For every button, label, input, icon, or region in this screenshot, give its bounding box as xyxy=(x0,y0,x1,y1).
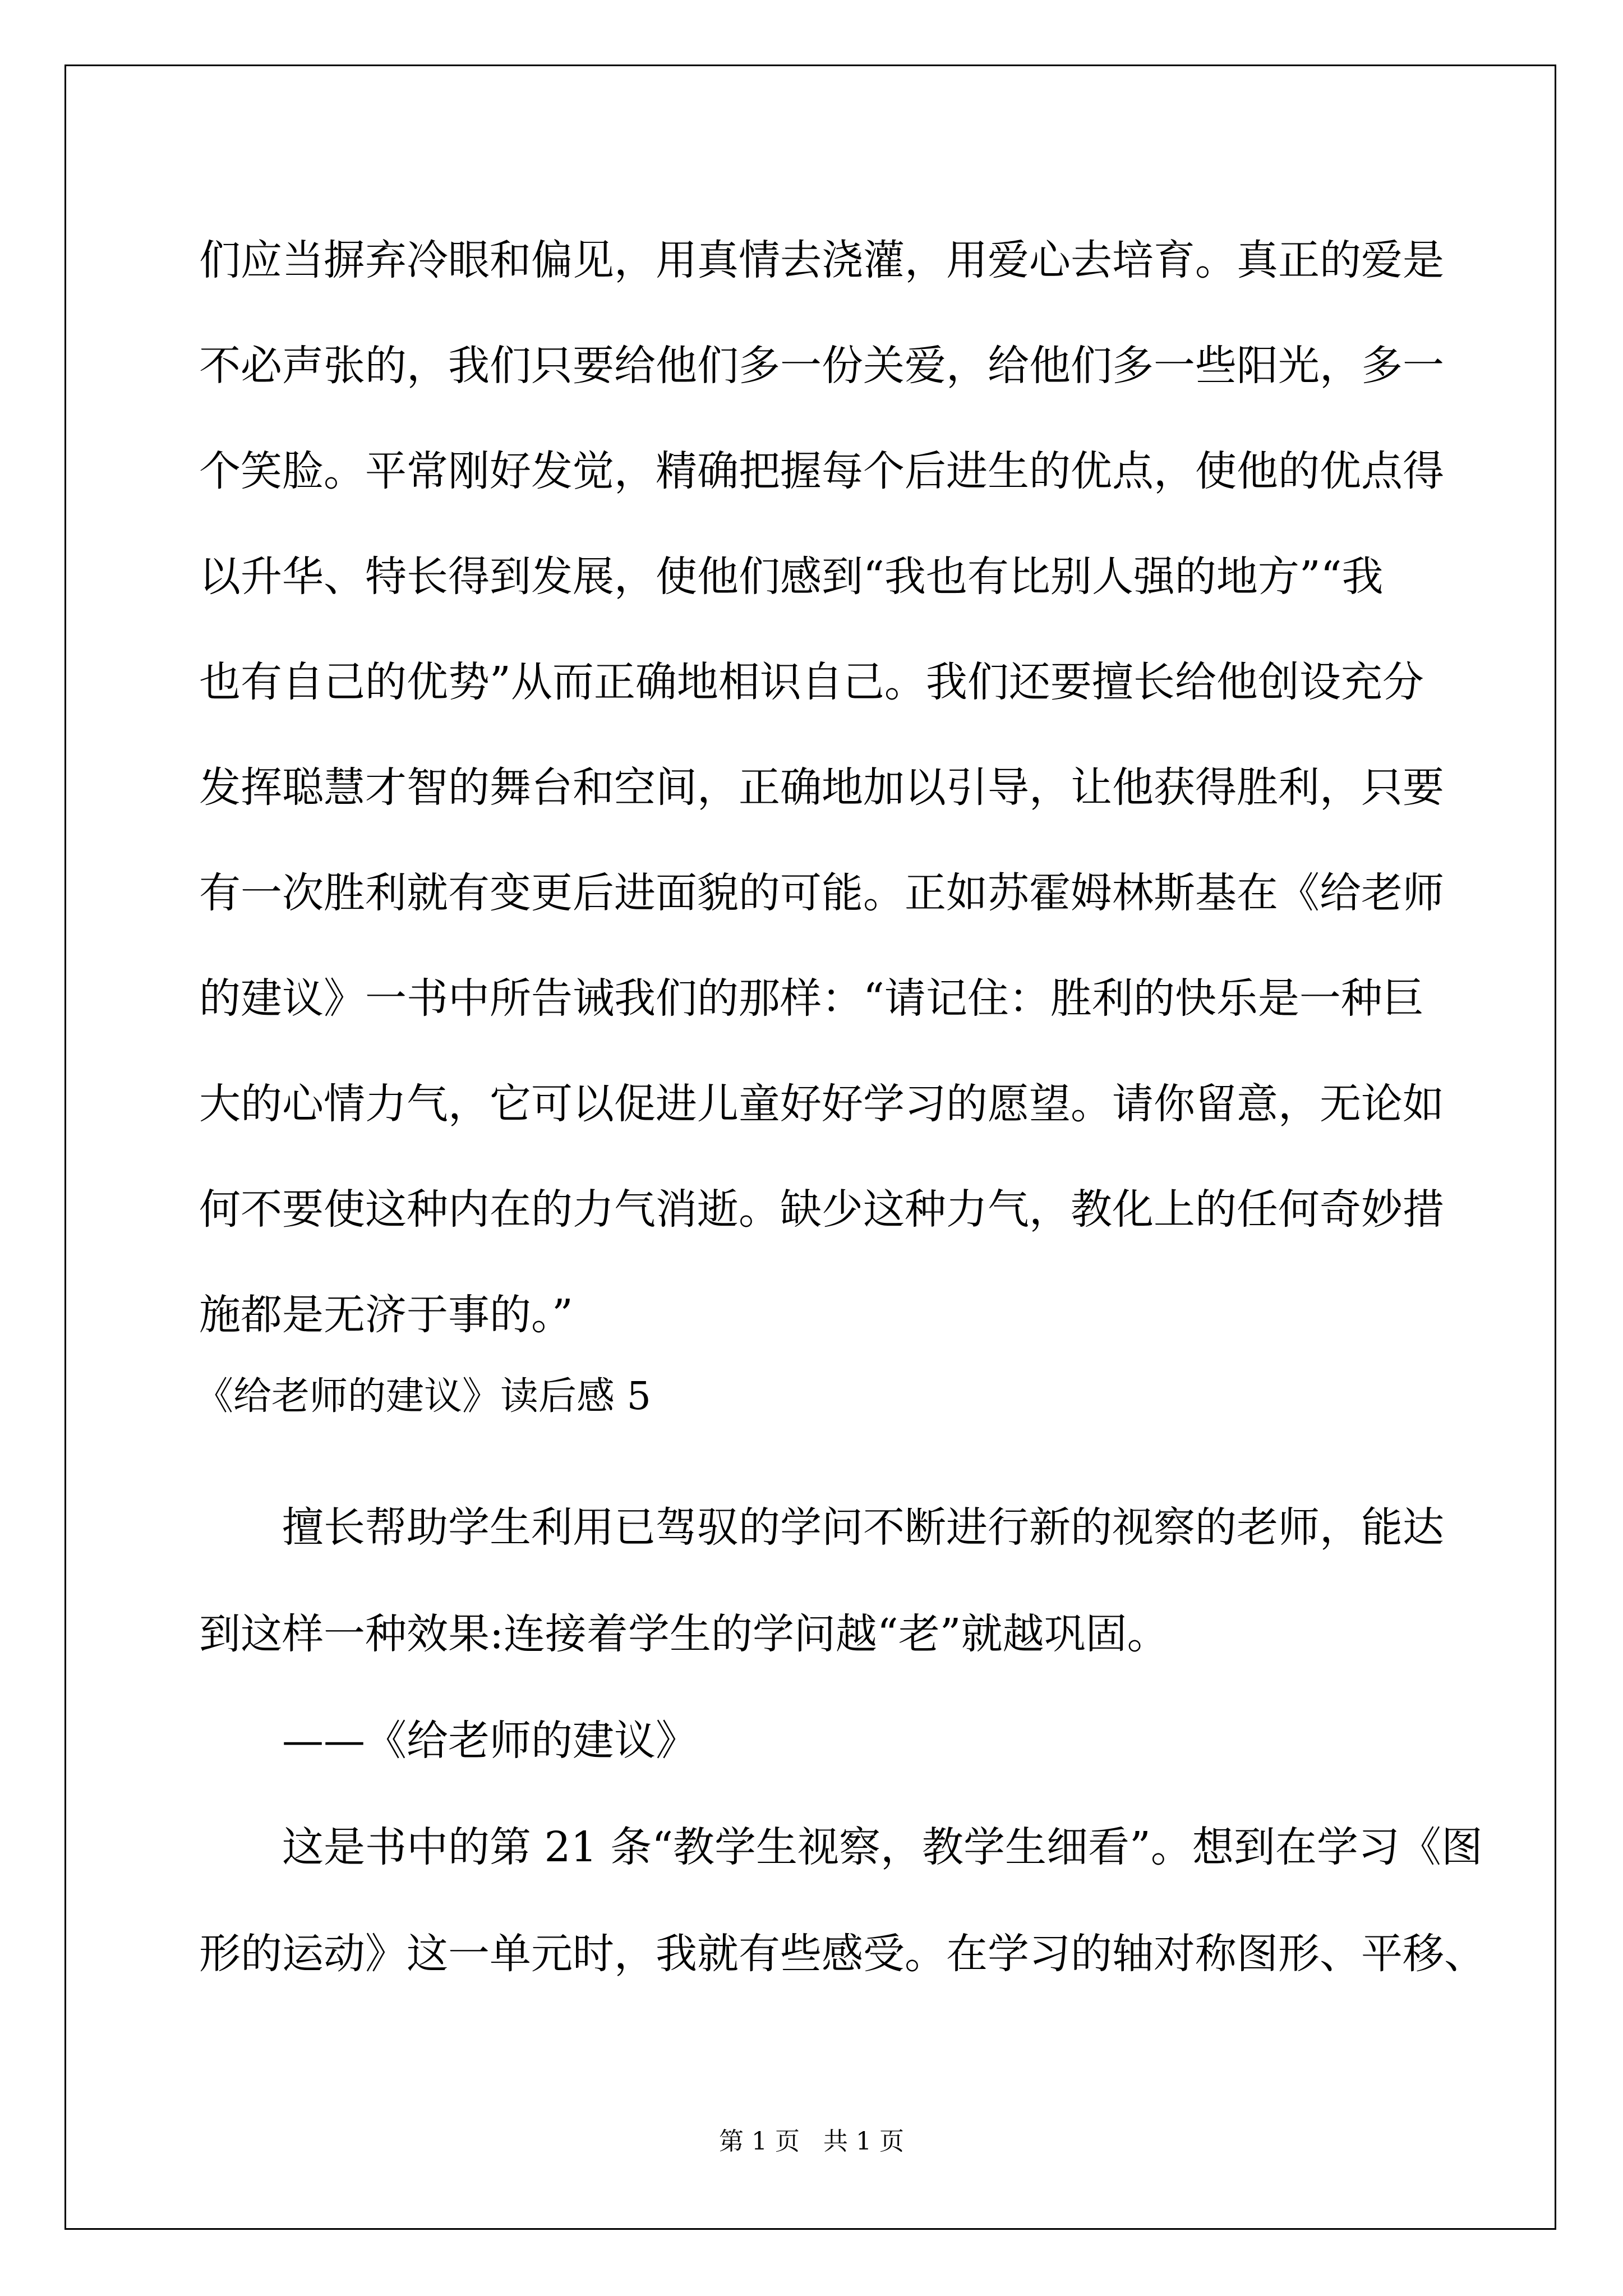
body-line: 个笑脸。平常刚好发觉，精确把握每个后进生的优点，使他的优点得 xyxy=(199,447,1444,495)
body-line: 发挥聪慧才智的舞台和空间，正确地加以引导，让他获得胜利，只要 xyxy=(199,763,1444,812)
page-count: 共 1 页 xyxy=(823,2127,904,2156)
body-line: 形的运动》这一单元时，我就有些感受。在学习的轴对称图形、平移、 xyxy=(199,1930,1486,1978)
section-body xyxy=(199,1474,1486,2007)
body-line: 何不要使这种内在的力气消逝。缺少这种力气，教化上的任何奇妙措 xyxy=(199,1185,1444,1234)
quote-attribution: ——《给老师的建议》 xyxy=(282,1717,697,1765)
quote-line: 擅长帮助学生利用已驾驭的学问不断进行新的视察的老师，能达 xyxy=(282,1503,1444,1552)
body-line: 的建议》一书中所告诫我们的那样：“请记住：胜利的快乐是一种巨 xyxy=(199,974,1424,1023)
body-line: 也有自己的优势”从而正确地相识自己。我们还要擅长给他创设充分 xyxy=(199,658,1424,706)
body-line: 们应当摒弃冷眼和偏见，用真情去浇灌，用爱心去培育。真正的爱是 xyxy=(199,236,1444,284)
body-line: 大的心情力气，它可以促进儿童好好学习的愿望。请你留意，无论如 xyxy=(199,1080,1444,1128)
section-heading: 《给老师的建议》读后感 5 xyxy=(195,1374,651,1419)
page-number: 第 1 页 xyxy=(719,2127,800,2156)
quote-line: 到这样一种效果:连接着学生的学问越“老”就越巩固。 xyxy=(199,1610,1169,1658)
body-line: 有一次胜利就有变更后进面貌的可能。正如苏霍姆林斯基在《给老师 xyxy=(199,869,1444,917)
document-body xyxy=(199,208,1444,1368)
body-line: 以升华、特长得到发展，使他们感到“我也有比别人强的地方”“我 xyxy=(199,553,1384,601)
body-line: 施都是无济于事的。” xyxy=(199,1291,573,1339)
body-line: 不必声张的，我们只要给他们多一份关爱，给他们多一些阳光，多一 xyxy=(199,342,1444,390)
page-footer xyxy=(0,2125,1623,2159)
body-line: 这是书中的第 21 条“教学生视察，教学生细看”。想到在学习《图 xyxy=(282,1823,1483,1871)
